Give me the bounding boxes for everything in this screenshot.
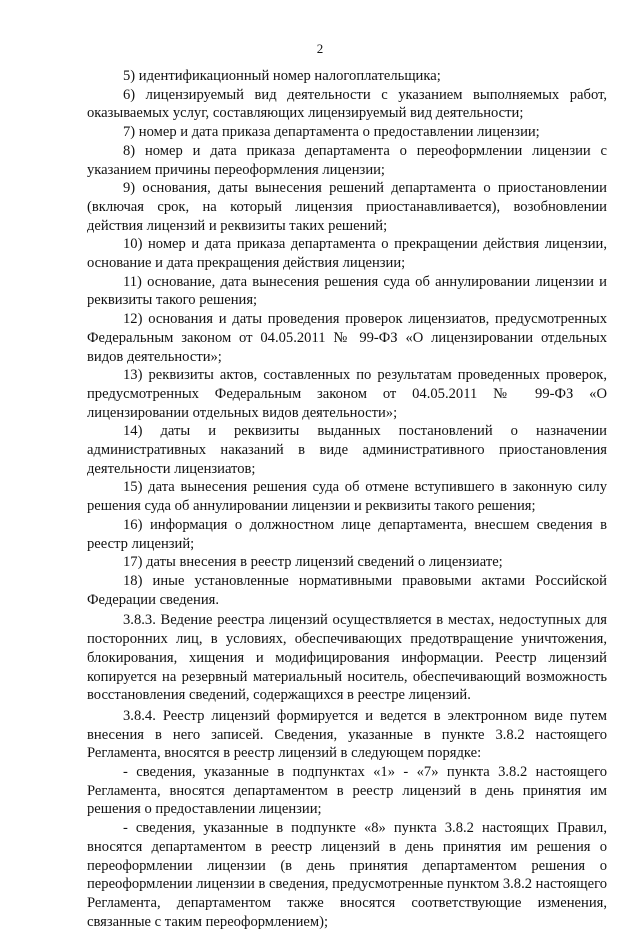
list-item: 5) идентификационный номер налогоплательщика; [123, 68, 441, 84]
document-body [87, 67, 607, 931]
list-item: 16) информация о должностном лице департамента, внесшем сведения в реестр лицензий; [87, 516, 607, 552]
list-item: 11) основание, дата вынесения решения суда об аннулировании лицензии и реквизиты такого решения; [87, 273, 607, 309]
list-item: 12) основания и даты проведения проверок лицензиатов, предусмотренных Федеральным законом от 04.05.2011 № 99-ФЗ «О лицензировании отдельных видов деятельности»; [87, 311, 607, 365]
list-item: - сведения, указанные в подпункте «8» пункта 3.8.2 настоящих Правил, вносятся департаментом в реестр лицензий в день принятия им решения о переоформлении лицензии (в день принятия департаментом решения о переоформлении лицензии в сведения, предусмотренные пунктом 3.8.2 настоящего Регламента, департаментом также вносятся соответствующие изменения, связанные с таким переоформлением); [87, 820, 607, 930]
list-item: 6) лицензируемый вид деятельности с указанием выполняемых работ, оказываемых услуг, составляющих лицензируемый вид деятельности; [87, 86, 607, 122]
list-item: - сведения, указанные в подпунктах «1» - «7» пункта 3.8.2 настоящего Регламента, вносятся департаментом в реестр лицензий в день принятия им решения о предоставлении лицензии; [87, 764, 607, 818]
list-item: 17) даты внесения в реестр лицензий сведений о лицензиате; [123, 554, 503, 571]
section-paragraph: 3.8.3. Ведение реестра лицензий осуществляется в местах, недоступных для посторонних лиц, в условиях, обеспечивающих предотвращение уничтожения, блокирования, хищения и модифицирования информации. Реестр лицензий копируется на резервный материальный носитель, обеспечивающий возможность восстановления сведений, содержащихся в реестре лицензий. [87, 612, 607, 704]
list-item: 18) иные установленные нормативными правовыми актами Российской Федерации сведения. [87, 572, 607, 608]
list-item: 14) даты и реквизиты выданных постановлений о назначении административных наказаний в виде административного приостановления деятельности лицензиатов; [87, 423, 607, 477]
list-item: 8) номер и дата приказа департамента о переоформлении лицензии с указанием причины переоформления лицензии; [87, 142, 607, 178]
page-number: 2 [316, 41, 324, 56]
section-paragraph: 3.8.4. Реестр лицензий формируется и ведется в электронном виде путем внесения в него записей. Сведения, указанные в пункте 3.8.2 настоящего Регламента, вносятся в реестр лицензий в следующем порядке: [87, 707, 607, 762]
list-item: 7) номер и дата приказа департамента о предоставлении лицензии; [123, 124, 540, 141]
list-item: 13) реквизиты актов, составленных по результатам проведенных проверок, предусмотренных Федеральным законом от 04.05.2011 № 99-ФЗ «О лицензировании отдельных видов деятельности»; [87, 367, 607, 421]
list-item: 15) дата вынесения решения суда об отмене вступившего в законную силу решения суда об аннулировании лицензии и реквизиты такого решения; [87, 479, 607, 515]
list-item: 10) номер и дата приказа департамента о прекращении действия лицензии, основание и дата прекращения действия лицензии; [87, 236, 607, 272]
list-item: 9) основания, даты вынесения решений департамента о приостановлении (включая срок, на который лицензия приостанавливается), возобновлении действия лицензий и реквизиты таких решений; [87, 180, 607, 234]
